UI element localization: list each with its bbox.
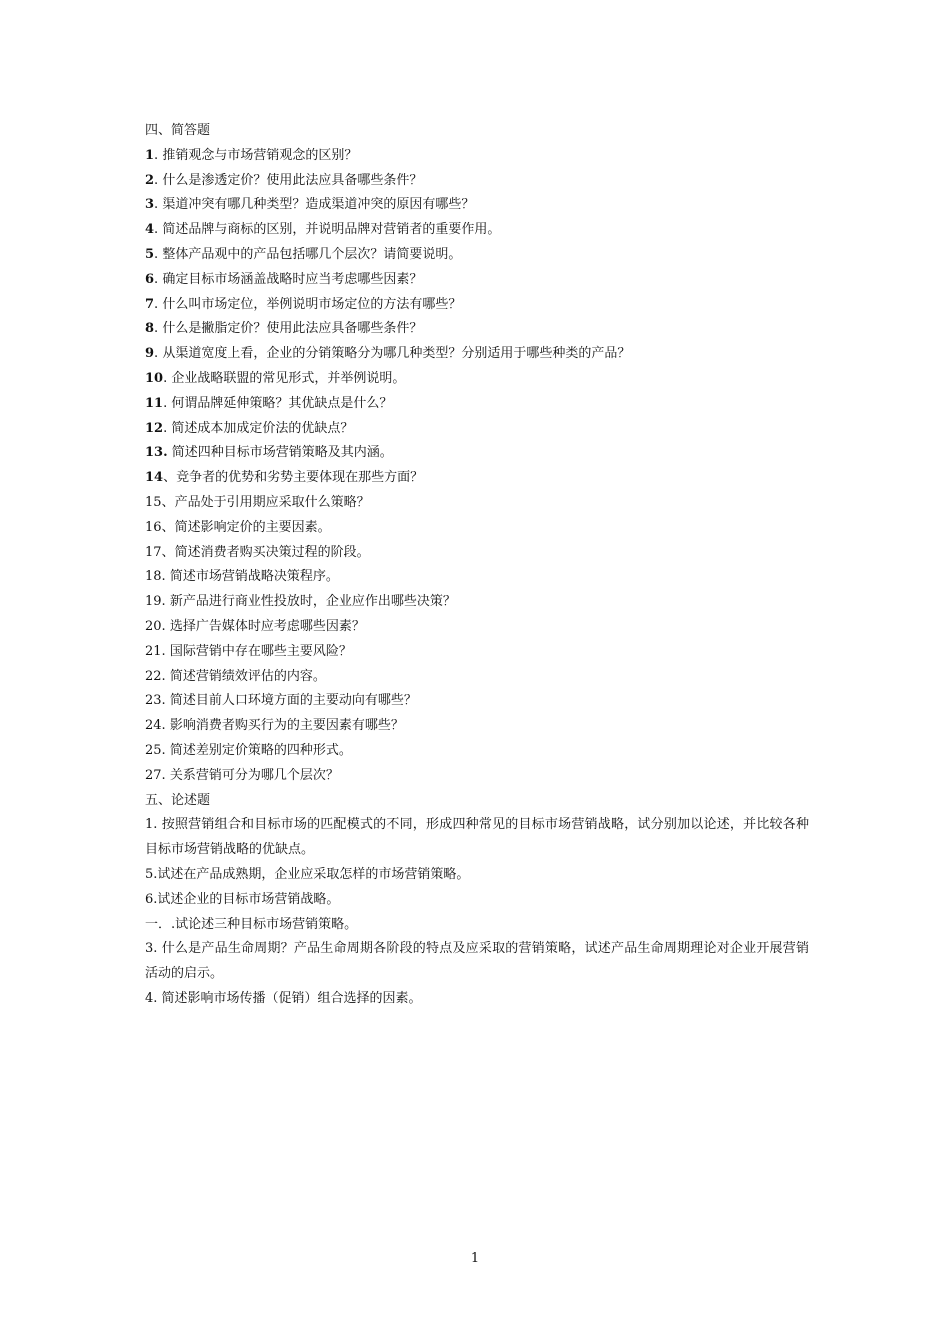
question-item — [145, 863, 809, 888]
question-text: 4. 简述影响市场传播（促销）组合选择的因素。 — [145, 990, 422, 1006]
question-number: 25 — [145, 742, 162, 758]
question-number: 11 — [145, 395, 164, 411]
question-item — [145, 466, 809, 491]
question-separator: 、 — [161, 519, 175, 535]
question-item — [145, 565, 809, 590]
question-number: 9 — [145, 346, 155, 362]
question-separator: . — [161, 767, 170, 783]
section-heading: 四、简答题 — [145, 123, 211, 138]
question-text: 何谓品牌延伸策略？其优缺点是什么？ — [171, 395, 393, 411]
question-number: 12 — [145, 420, 164, 436]
question-text: 简述营销绩效评估的内容。 — [169, 668, 326, 684]
question-item — [145, 888, 809, 913]
question-text: 简述消费者购买决策过程的阶段。 — [174, 544, 370, 560]
question-text: 关系营销可分为哪几个层次？ — [169, 767, 339, 783]
question-text: 一．.试论述三种目标市场营销策略。 — [145, 916, 358, 932]
question-item — [145, 764, 809, 789]
question-text: 简述目前人口环境方面的主要动向有哪些？ — [169, 693, 417, 709]
question-separator: 、 — [161, 494, 175, 510]
question-item — [145, 218, 809, 243]
question-item — [145, 541, 809, 566]
question-item — [145, 392, 809, 417]
question-separator: . — [161, 693, 170, 709]
question-separator: . — [163, 395, 172, 411]
question-text: 推销观念与市场营销观念的区别？ — [162, 147, 358, 163]
question-item — [145, 739, 809, 764]
question-separator: 、 — [163, 470, 177, 486]
question-number: 27 — [145, 767, 162, 783]
question-text: 6.试述企业的目标市场营销战略。 — [145, 891, 340, 907]
question-text: 影响消费者购买行为的主要因素有哪些？ — [169, 718, 404, 734]
question-number: 23 — [145, 693, 162, 709]
question-number: 2 — [145, 172, 155, 188]
question-item — [145, 193, 809, 218]
question-number: 15 — [145, 494, 162, 510]
question-item — [145, 590, 809, 615]
question-item — [145, 689, 809, 714]
question-item — [145, 417, 809, 442]
question-item — [145, 243, 809, 268]
question-text: 1. 按照营销组合和目标市场的匹配模式的不同，形成四种常见的目标市场营销战略，试分别加以论述，并比较各种目标市场营销战略的优缺点。 — [145, 817, 809, 858]
question-separator: 、 — [161, 544, 175, 560]
question-item — [145, 913, 809, 938]
question-text: 从渠道宽度上看，企业的分销策略分为哪几种类型？分别适用于哪些种类的产品？ — [162, 346, 631, 362]
question-number: 16 — [145, 519, 162, 535]
question-number: 1 — [145, 147, 155, 163]
question-number: 24 — [145, 718, 162, 734]
question-item — [145, 491, 809, 516]
question-item — [145, 937, 809, 987]
question-text: 产品处于引用期应采取什么策略？ — [174, 494, 370, 510]
question-separator: . — [154, 222, 163, 238]
question-separator: . — [154, 271, 163, 287]
question-separator: . — [154, 197, 163, 213]
question-text: 简述品牌与商标的区别，并说明品牌对营销者的重要作用。 — [162, 222, 501, 238]
question-text: 5.试述在产品成熟期，企业应采取怎样的市场营销策略。 — [145, 866, 470, 882]
question-number: 21. — [145, 643, 166, 659]
question-number: 4 — [145, 222, 155, 238]
question-number: 14 — [145, 470, 164, 486]
question-item — [145, 640, 809, 665]
question-number: 7 — [145, 296, 155, 312]
question-item — [145, 268, 809, 293]
question-item — [145, 169, 809, 194]
section-heading: 五、论述题 — [145, 792, 211, 808]
question-text: 什么是撇脂定价？使用此法应具备哪些条件？ — [162, 321, 423, 337]
question-text: 简述成本加成定价法的优缺点？ — [171, 420, 354, 436]
question-separator: . — [154, 346, 163, 362]
question-separator: . — [161, 742, 170, 758]
question-number: 18. — [145, 569, 166, 585]
question-item — [145, 342, 809, 367]
question-number: 20. — [145, 618, 166, 634]
question-separator: . — [154, 321, 163, 337]
question-item — [145, 516, 809, 541]
question-number: 10 — [145, 370, 164, 386]
question-text: 整体产品观中的产品包括哪几个层次？请简要说明。 — [162, 246, 462, 262]
question-number: 22. — [145, 668, 166, 684]
question-separator: . — [161, 718, 170, 734]
question-text: 3. 什么是产品生命周期？产品生命周期各阶段的特点及应采取的营销策略，试述产品生命周期理论对企业开展营销活动的启示。 — [145, 941, 809, 982]
question-number: 13. — [145, 445, 168, 461]
document-body — [145, 119, 809, 1012]
question-number: 5 — [145, 246, 155, 262]
question-text: 简述市场营销战略决策程序。 — [169, 569, 339, 585]
question-number: 19. — [145, 594, 166, 610]
question-item — [145, 317, 809, 342]
question-text: 什么是渗透定价？使用此法应具备哪些条件？ — [162, 172, 423, 188]
question-separator: . — [154, 296, 163, 312]
question-number: 8 — [145, 321, 155, 337]
question-item — [145, 441, 809, 466]
question-separator: . — [154, 172, 163, 188]
question-text: 渠道冲突有哪几种类型？造成渠道冲突的原因有哪些？ — [162, 197, 475, 213]
question-item — [145, 987, 809, 1012]
question-text: 国际营销中存在哪些主要风险？ — [169, 643, 352, 659]
question-number: 17 — [145, 544, 162, 560]
question-item — [145, 665, 809, 690]
question-text: 新产品进行商业性投放时，企业应作出哪些决策？ — [169, 594, 456, 610]
question-text: 什么叫市场定位，举例说明市场定位的方法有哪些？ — [162, 296, 462, 312]
question-separator: . — [154, 246, 163, 262]
question-text: 确定目标市场涵盖战略时应当考虑哪些因素？ — [162, 271, 423, 287]
page-number: 1 — [470, 1251, 480, 1266]
question-text: 企业战略联盟的常见形式，并举例说明。 — [171, 370, 406, 386]
question-separator: . — [163, 420, 172, 436]
question-item — [145, 293, 809, 318]
question-text: 竞争者的优势和劣势主要体现在那些方面？ — [176, 470, 424, 486]
question-text: 简述四种目标市场营销策略及其内涵。 — [171, 445, 393, 461]
question-item — [145, 144, 809, 169]
question-separator: . — [163, 370, 172, 386]
question-text: 选择广告媒体时应考虑哪些因素？ — [169, 618, 365, 634]
question-item — [145, 813, 809, 863]
question-item — [145, 615, 809, 640]
question-text: 简述影响定价的主要因素。 — [174, 519, 331, 535]
question-number: 3 — [145, 197, 155, 213]
question-text: 简述差别定价策略的四种形式。 — [169, 742, 352, 758]
question-number: 6 — [145, 271, 155, 287]
question-item — [145, 714, 809, 739]
question-item — [145, 367, 809, 392]
question-separator: . — [154, 147, 163, 163]
